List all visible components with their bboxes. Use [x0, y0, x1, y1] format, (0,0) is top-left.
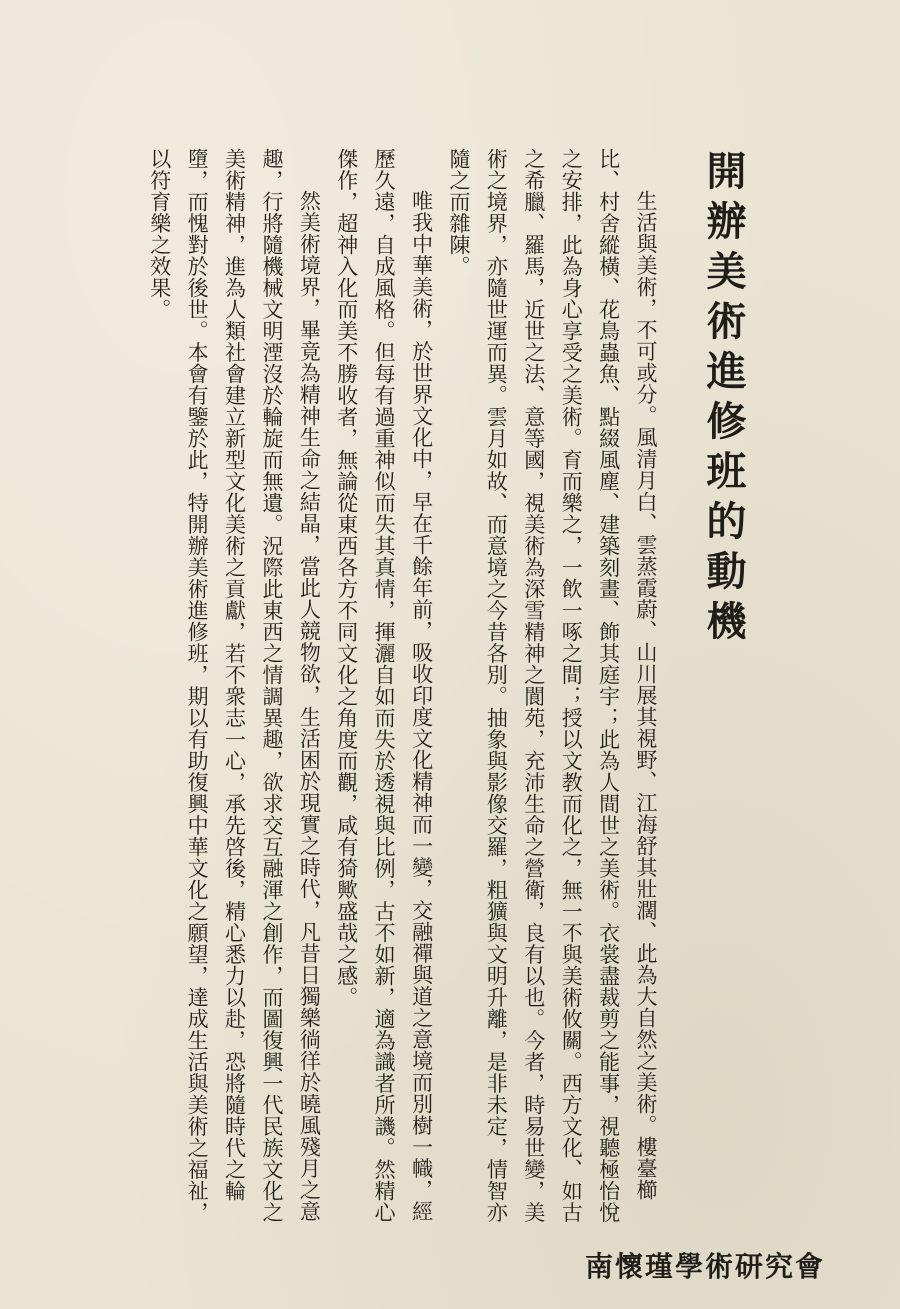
paragraph-2: 唯我中華美術，於世界文化中，早在千餘年前，吸收印度文化精神而一變，交融禪與道之意境而別樹一幟，經歷久遠，自成風格。但每有過重神似而失其真情，揮灑自如而失於透視與比例，古不如新，適為識者所譏。然精心傑作，超神入化而美不勝收者，無論從東西各方不同文化之角度而觀，咸有猗歟盛哉之感。 [334, 148, 434, 1223]
organization-signature: 南懷瑾學術研究會 [585, 1250, 826, 1283]
paragraph-3: 然美術境界，畢竟為精神生命之結晶，當此人競物欲，生活困於現實之時代，凡昔日獨樂徜徉於曉風殘月之意趣，行將隨機械文明湮沒於輪旋而無遺。況際此東西之情調異趣，欲求交互融渾之創作，而圖復興一代民族文化之美術精神，進為人類社會建立新型文化美術之貢獻，若不衆志一心，承先啓後，精心悉力以赴，恐將隨時代之輪墮，而愧對於後世。本會有鑒於此，特開辦美術進修班，期以有助復興中華文化之願望，達成生活與美術之福祉，以符育樂之效果。 [147, 148, 322, 1223]
paragraph-1: 生活與美術，不可或分。風清月白、雲蒸霞蔚、山川展其視野、江海舒其壯濶、此為大自然之美術。樓臺櫛比、村舍縱橫、花鳥蟲魚、點綴風塵、建築刻畫、飾其庭宇；此為人間世之美術。衣裳盡裁剪之能事，視聽極怡悅之安排，此為身心享受之美術。育而樂之，一飲一啄之間；授以文教而化之，無一不與美術攸關。西方文化、如古之希臘、羅馬，近世之法、意等國，視美術為深雪精神之閬苑，充沛生命之營衛，良有以也。今者，時易世變，美術之境界，亦隨世運而異。雲月如故、而意境之今昔各別。抽象與影像交羅，粗獷與文明升離，是非未定，情智亦隨之而雜陳。 [446, 148, 658, 1223]
document-body [140, 148, 664, 1243]
document-title: 開辦美術進修班的動機 [700, 150, 747, 650]
